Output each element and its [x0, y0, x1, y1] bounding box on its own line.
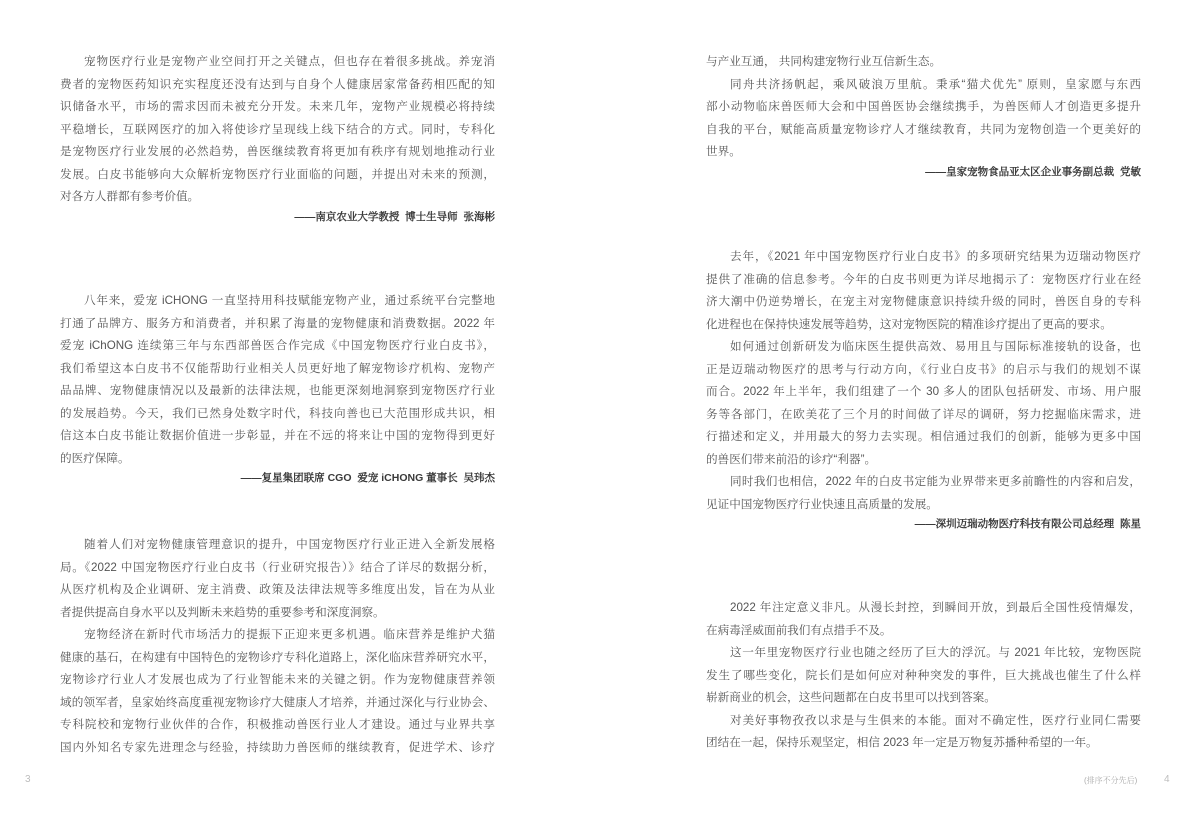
signature: ——深圳迈瑞动物医疗科技有限公司总经理 陈星 [914, 518, 1141, 530]
text-line: 团结在一起，保持乐观坚定，相信 2023 年一定是万物复苏播种希望的一年。 [706, 736, 1098, 749]
text-line: 2022 年注定意义非凡。从漫长封控，到瞬间开放，到最后全国性疫情爆发， [730, 601, 1141, 614]
text-line: 费者的宠物医药知识充实程度还没有达到与自身个人健康居家常备药相匹配的知 [60, 77, 495, 91]
text-line: 同时我们也相信，2022 年的白皮书定能为业界带来更多前瞻性的内容和启发， [730, 475, 1141, 488]
paragraph [706, 336, 1141, 471]
text-line: 域的领军者，皇家始终高度重视宠物诊疗大健康人才培养，并通过深化与行业协会、 [60, 695, 495, 709]
signature: ——南京农业大学教授 博士生导师 张海彬 [294, 210, 495, 223]
paragraph [706, 51, 1141, 74]
paragraph [60, 51, 495, 209]
text-line: 济大潮中仍逆势增长，在宠主对宠物健康意识持续升级的同时，兽医自身的专科 [706, 295, 1141, 308]
paragraph [706, 471, 1141, 516]
preface-section-nanjing [60, 51, 495, 226]
text-line: 随着人们对宠物健康管理意识的提升，中国宠物医疗行业正进入全新发展格 [84, 538, 495, 551]
text-line: 对美好事物孜孜以求是与生俱来的本能。面对不确定性，医疗行业同仁需要 [730, 713, 1141, 727]
text-line: 崭新商业的机会，这些问题都在白皮书里可以找到答案。 [706, 691, 996, 704]
text-line: 八年来，爱宠 iCHONG 一直坚持用科技赋能宠物产业，通过系统平台完整地 [84, 294, 495, 307]
text-line: 的发展趋势。今天，我们已然身处数字时代，科技向善也已大范围形成共识，相 [60, 406, 495, 420]
paragraph [706, 246, 1141, 336]
page-number: 4 [1164, 774, 1170, 785]
text-line: 去年，《2021 年中国宠物医疗行业白皮书》的多项研究结果为迈瑞动物医疗 [730, 250, 1141, 263]
text-line: 自我的平台，赋能高质量宠物诊疗人才继续教育，共同为宠物创造一个更美好的 [706, 122, 1141, 136]
text-line: 而合。2022 年上半年，我们组建了一个 30 多人的团队包括研发、市场、用户服 [706, 385, 1141, 398]
text-line: 国内外知名专家先进理念与经验，持续助力兽医师的继续教育，促进学术、诊疗 [60, 740, 495, 754]
paragraph [706, 710, 1141, 755]
text-line: 信这本白皮书能让数据价值进一步彰显，并在不远的将来让中国的宠物得到更好 [60, 429, 495, 442]
ordering-note: (排序不分先后) [1084, 776, 1138, 785]
text-line: 同舟共济扬帆起，乘风破浪万里航。秉承“猫犬优先” 原则，皇家愿与东西 [730, 77, 1141, 91]
text-line: 专科院校和宠物行业伙伴的合作，积极推动兽医行业人才建设。通过与业界共享 [60, 718, 495, 731]
preface-section-2022-review [706, 597, 1141, 755]
text-line: 爱宠 iChONG 连续第三年与东西部兽医合作完成《中国宠物医疗行业白皮书》， [60, 339, 495, 352]
text-line: 的兽医们带来前沿的诊疗“利器”。 [706, 452, 877, 466]
text-line: 见证中国宠物医疗行业快速且高质量的发展。 [706, 497, 938, 511]
text-line: 行描述和定义，并用最大的努力去实现。相信通过我们的创新，能够为更多中国 [706, 430, 1141, 443]
preface-section-mindray [706, 246, 1141, 533]
text-line: 发生了哪些变化，院长们是如何应对种种突发的事件，巨大挑战也催生了什么样 [706, 668, 1141, 682]
text-line: 我们希望这本白皮书不仅能帮助行业相关人员更好地了解宠物诊疗机构、宠物产 [60, 361, 495, 375]
paragraph [706, 597, 1141, 642]
text-line: 的医疗保障。 [60, 451, 130, 465]
text-line: 部小动物临床兽医师大会和中国兽医协会继续携手，为兽医师人才创造更多提升 [706, 100, 1141, 113]
preface-section-ichong [60, 290, 495, 487]
paragraph [60, 290, 495, 470]
paragraph [706, 74, 1141, 164]
text-line: 局。《2022 中国宠物医疗行业白皮书（行业研究报告）》结合了详尽的数据分析， [60, 560, 495, 574]
text-line: 与产业互通， 共同构建宠物行业互信新生态。 [706, 55, 942, 68]
text-line: 宠物经济在新时代市场活力的提振下正迎来更多机遇。临床营养是维护犬猫 [84, 628, 495, 641]
text-line: 打通了品牌方、服务方和消费者，并积累了海量的宠物健康和消费数据。2022 年 [60, 316, 495, 330]
text-line: 宠物医疗行业是宠物产业空间打开之关键点，但也存在着很多挑战。养宠消 [84, 55, 495, 68]
text-line: 务等各部门，在欧美花了三个月的时间做了详尽的调研，努力挖掘临床需求，进 [706, 407, 1141, 421]
preface-section-royal-canin-continued [706, 51, 1141, 181]
text-line: 化进程也在保持快速发展等趋势，这对宠物医院的精准诊疗提出了更高的要求。 [706, 317, 1112, 331]
signature: ——复星集团联席 CGO 爱宠 iCHONG 董事长 吴玮杰 [240, 472, 495, 484]
paragraph [60, 534, 495, 624]
text-line: 者提供提高自身水平以及判断未来趋势的重要参考和深度洞察。 [60, 605, 385, 619]
text-line: 提供了准确的信息参考。今年的白皮书则更为详尽地揭示了：宠物医疗行业在经 [706, 272, 1141, 286]
text-line: 对各方人群都有参考价值。 [60, 190, 200, 203]
text-line: 健康的基石，在构建有中国特色的宠物诊疗专科化道路上，深化临床营养研究水平， [60, 650, 495, 664]
text-line: 宠物诊疗行业人才发展也成为了行业智能未来的关键之钥。作为宠物健康营养领 [60, 673, 495, 686]
text-line: 从医疗机构及企业调研、宠主消费、政策及法律法规等多维度出发，旨在为从业 [60, 583, 495, 596]
preface-section-royal-canin [60, 534, 495, 759]
text-line: 世界。 [706, 145, 741, 158]
right-page [600, 0, 1200, 819]
text-line: 是宠物医疗行业发展的必然趋势，兽医继续教育将更加有秩序有规划地推动行业 [60, 145, 495, 158]
page-number: 3 [25, 774, 31, 785]
text-line: 识储备水平，市场的需求因而未被充分开发。未来几年，宠物产业规模必将持续 [60, 100, 495, 113]
text-line: 平稳增长，互联网医疗的加入将使诊疗呈现线上线下结合的方式。同时，专科化 [60, 122, 495, 136]
text-line: 正是迈瑞动物医疗的思考与行动方向，《行业白皮书》的启示与我们的规划不谋 [706, 362, 1141, 376]
paragraph [706, 642, 1141, 710]
text-line: 在病毒淫威面前我们有点措手不及。 [706, 623, 892, 637]
text-line: 发展。白皮书能够向大众解析宠物医疗行业面临的问题，并提出对未来的预测， [60, 167, 495, 181]
paragraph [60, 624, 495, 759]
signature: ——皇家宠物食品亚太区企业事务副总裁 党敏 [925, 165, 1141, 178]
text-line: 如何通过创新研发为临床医生提供高效、易用且与国际标准接轨的设备，也 [730, 340, 1141, 353]
text-line: 这一年里宠物医疗行业也随之经历了巨大的浮沉。与 2021 年比较，宠物医院 [730, 646, 1141, 659]
text-line: 品品牌、宠物健康情况以及最新的法律法规，也能更深刻地洞察到宠物医疗行业 [60, 384, 495, 397]
